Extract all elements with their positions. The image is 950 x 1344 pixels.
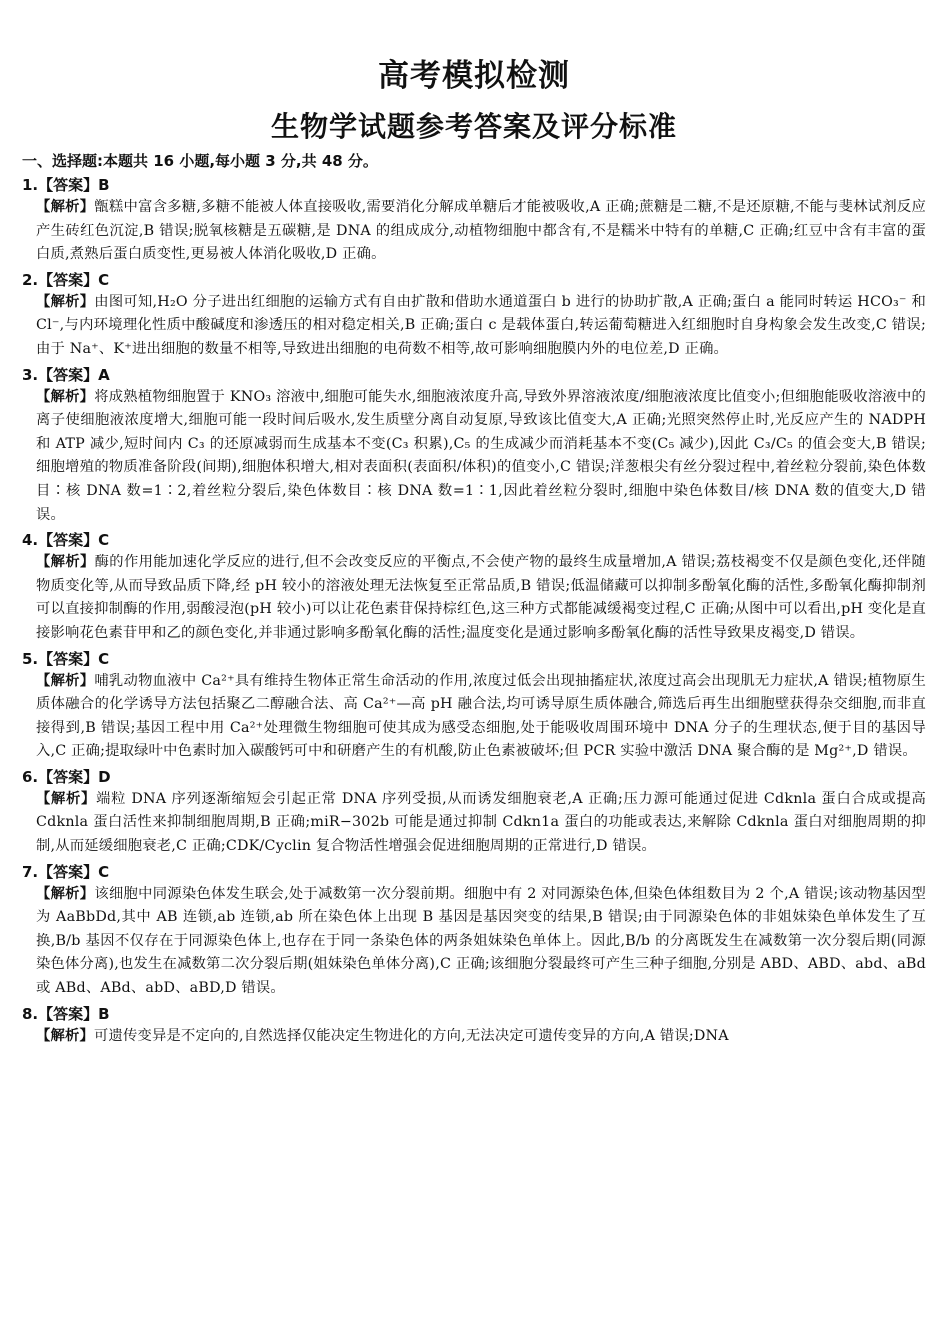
answer-line [22, 1003, 926, 1025]
analysis-text: 甑糕中富含多糖,多糖不能被人体直接吸收,需要消化分解成单糖后才能被吸收,A 正确;蔗糖是二糖,不是还原糖,不能与斐林试剂反应产生砖红色沉淀,B 错误;脱氧核糖是五碳糖,是 DNA 的组成成分,动植物细胞中都含有,不是糯米中特有的单糖,C 正确;红豆中含有丰富的蛋白质,煮熟后蛋白质变性,更易被人体消化吸收,D 正确。 [36, 199, 926, 263]
question-block [22, 648, 926, 764]
answer-line [22, 648, 926, 670]
analysis-paragraph [36, 386, 926, 528]
analysis-text: 该细胞中同源染色体发生联会,处于减数第一次分裂前期。细胞中有 2 对同源染色体,但染色体组数目为 2 个,A 错误;该动物基因型为 AaBbDd,其中 AB 连锁,ab 连锁,ab 所在染色体上出现 B 基因是基因突变的结果,B 错误;由于同源染色体的非姐妹染色单体发生了互换,B/b 基因不仅存在于同源染色体上,也存在于同一条染色体的两条姐妹染色单体上。因此,B/b 的分离既发生在减数第一次分裂后期(同源染色体分离),也发生在减数第二次分裂后期(姐妹染色单体分离),C 正确;该细胞分裂最终可产生三种子细胞,分别是 ABD、ABD、abd、aBd 或 ABd、ABd、abD、aBD,D 错误。 [36, 885, 926, 997]
answer-value: B [98, 1004, 110, 1023]
answer-label: 【答案】 [38, 531, 99, 550]
analysis-label: 【解析】 [36, 293, 95, 310]
answer-line [22, 174, 926, 196]
analysis-label: 【解析】 [36, 790, 97, 807]
question-number: 5. [22, 649, 39, 668]
page-title: 高考模拟检测 [378, 58, 570, 94]
question-number: 8. [22, 1004, 39, 1023]
analysis-text: 将成熟植物细胞置于 KNO₃ 溶液中,细胞可能失水,细胞液浓度升高,导致外界溶液浓度/细胞液浓度比值变小;但细胞能吸收溶液中的离子使细胞液浓度增大,细胞可能一段时间后吸水,发生质壁分离自动复原,导致该比值变大,A 正确;光照突然停止时,光反应产生的 NADPH 和 ATP 减少,短时间内 C₃ 的还原减弱而生成基本不变(C₃ 积累),C₅ 的生成减少而消耗基本不变(C₅ 减少),因此 C₃/C₅ 的值会变大,B 错误;细胞增殖的物质准备阶段(间期),细胞体积增大,相对表面积(表面积/体积)的值变小,C 错误;洋葱根尖有丝分裂过程中,着丝粒分裂前,染色体数目∶核 DNA 数=1∶2,着丝粒分裂后,染色体数目∶核 DNA 数=1∶1,因此着丝粒分裂时,细胞中染色体数目/核 DNA 数的值变大,D 错误。 [36, 388, 926, 523]
question-block [22, 861, 926, 1001]
analysis-paragraph [36, 1025, 926, 1049]
analysis-text: 端粒 DNA 序列逐渐缩短会引起正常 DNA 序列受损,从而诱发细胞衰老,A 正确;压力源可能通过促进 Cdknla 蛋白合成或提高 Cdknla 蛋白活性来抑制细胞周期,B 正确;miR−302b 可能是通过抑制 Cdkn1a 蛋白的功能或表达,来解除 Cdknla 蛋白对细胞周期的抑制,从而延缓细胞衰老,C 正确;CDK/Cyclin 复合物活性增强会促进细胞周期的正常进行,D 错误。 [36, 790, 927, 855]
answer-line [22, 529, 926, 551]
analysis-label: 【解析】 [36, 388, 95, 405]
analysis-paragraph [36, 291, 926, 362]
question-block [22, 364, 926, 528]
section-heading: 一、选择题:本题共 16 小题,每小题 3 分,共 48 分。 [22, 152, 378, 170]
analysis-text: 哺乳动物血液中 Ca²⁺具有维持生物体正常生命活动的作用,浓度过低会出现抽搐症状,浓度过高会出现肌无力症状,A 错误;植物原生质体融合的化学诱导方法包括聚乙二醇融合法、高 Ca²⁺—高 pH 融合法,均可诱导原生质体融合,筛选后再生出细胞壁获得杂交细胞,而非直接得到,B 错误;基因工程中用 Ca²⁺处理微生物细胞可使其成为感受态细胞,处于能吸收周围环境中 DNA 分子的生理状态,便于目的基因导入,C 正确;提取绿叶中色素时加入碳酸钙可中和研磨产生的有机酸,防止色素被破坏;但 PCR 实验中激活 DNA 聚合酶的是 Mg²⁺,D 错误。 [36, 672, 926, 760]
answer-value: A [98, 365, 110, 384]
question-block [22, 174, 926, 267]
answer-value: C [98, 270, 110, 289]
analysis-paragraph [36, 670, 926, 764]
answer-value: B [98, 176, 110, 194]
analysis-label: 【解析】 [36, 1027, 94, 1044]
question-block [22, 529, 926, 645]
question-block [22, 1003, 926, 1049]
analysis-text: 由图可知,H₂O 分子进出红细胞的运输方式有自由扩散和借助水通道蛋白 b 进行的协助扩散,A 正确;蛋白 a 能同时转运 HCO₃⁻ 和 Cl⁻,与内环境理化性质中酸碱度和渗透压的相对稳定相关,B 正确;蛋白 c 是载体蛋白,转运葡萄糖进入红细胞时自身构象会发生改变,C 错误;由于 Na⁺、K⁺进出细胞的数量不相等,导致进出细胞的电荷数不相等,故可影响细胞膜内外的电位差,D 正确。 [36, 293, 926, 357]
answer-line [22, 861, 926, 883]
analysis-label: 【解析】 [36, 885, 95, 902]
question-number: 4. [22, 531, 39, 550]
answer-line [22, 364, 926, 386]
analysis-text: 酶的作用能加速化学反应的进行,但不会改变反应的平衡点,不会使产物的最终生成量增加,A 错误;荔枝褐变不仅是颜色变化,还伴随物质变化等,从而导致品质下降,经 pH 较小的溶液处理无法恢复至正常品质,B 错误;低温储藏可以抑制多酚氧化酶的活性,多酚氧化酶抑制剂可以直接抑制酶的作用,弱酸浸泡(pH 较小)可以让花色素苷保持棕红色,这三种方式都能减缓褐变过程,C 正确;从图中可以看出,pH 变化是直接影响花色素苷甲和乙的颜色变化,并非通过影响多酚氧化酶的活性;温度变化是通过影响多酚氧化酶的活性导致果皮褐变,D 错误。 [36, 554, 926, 641]
question-block [22, 766, 926, 859]
page-subtitle: 生物学试题参考答案及评分标准 [270, 110, 677, 143]
answer-line [22, 766, 926, 788]
answer-value: C [98, 649, 110, 668]
question-number: 3. [22, 365, 39, 384]
analysis-label: 【解析】 [36, 554, 95, 571]
analysis-text: 可遗传变异是不定向的,自然选择仅能决定生物进化的方向,无法决定可遗传变异的方向,A 错误;DNA [94, 1027, 729, 1044]
analysis-label: 【解析】 [36, 672, 95, 689]
answer-value: C [98, 531, 110, 550]
answer-value: C [98, 862, 110, 881]
answer-label: 【答案】 [38, 270, 99, 289]
question-number: 2. [22, 270, 39, 289]
question-number: 7. [22, 862, 39, 881]
answer-line [22, 269, 926, 291]
answer-label: 【答案】 [38, 862, 99, 881]
answer-label: 【答案】 [38, 649, 99, 668]
answer-label: 【答案】 [38, 365, 99, 384]
answer-label: 【答案】 [38, 1004, 99, 1023]
analysis-paragraph [36, 196, 926, 267]
analysis-paragraph [36, 883, 926, 1001]
analysis-paragraph [36, 788, 926, 859]
analysis-paragraph [36, 551, 926, 645]
answer-label: 【答案】 [38, 767, 99, 786]
question-number: 6. [22, 767, 39, 786]
answer-value: D [98, 767, 111, 786]
question-number: 1. [22, 176, 39, 194]
analysis-label: 【解析】 [36, 199, 95, 215]
question-block [22, 269, 926, 362]
question-list [22, 174, 926, 1048]
answer-label: 【答案】 [38, 176, 99, 194]
